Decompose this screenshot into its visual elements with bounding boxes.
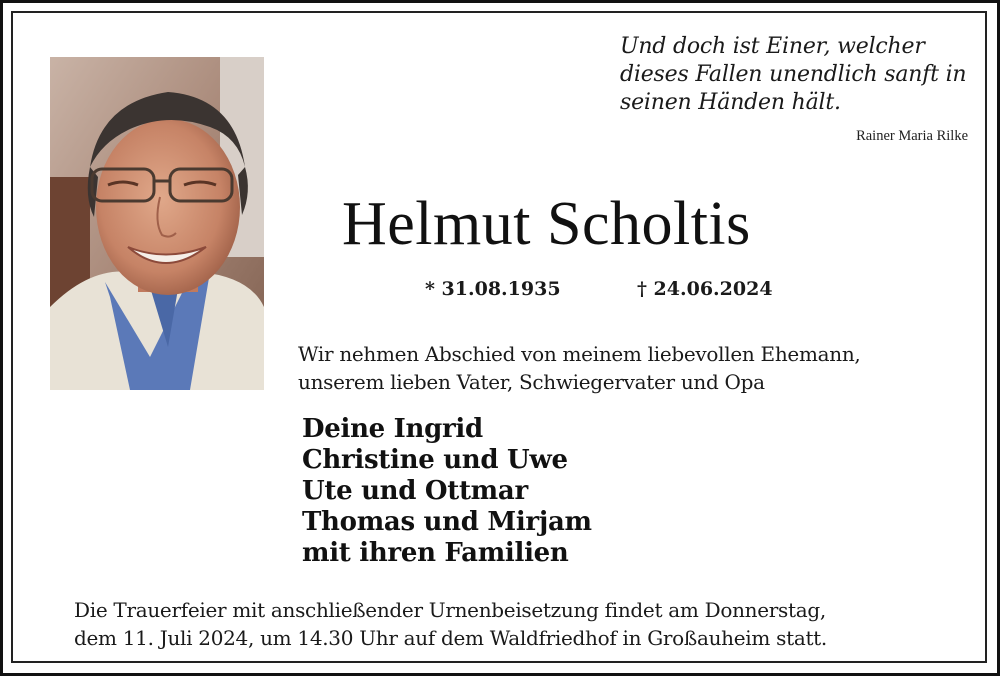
mourners-list xyxy=(302,414,592,569)
farewell-line: unserem lieben Vater, Schwiegervater und Opa xyxy=(298,370,765,394)
mourner-entry: Ute und Ottmar xyxy=(302,476,528,506)
deceased-name: Helmut Scholtis xyxy=(342,190,751,258)
mourner-entry: mit ihren Familien xyxy=(302,538,569,568)
mourner-entry: Deine Ingrid xyxy=(302,414,483,444)
farewell-text xyxy=(298,340,860,396)
service-line: dem 11. Juli 2024, um 14.30 Uhr auf dem Waldfriedhof in Großauheim statt. xyxy=(74,626,827,650)
quote-author: Rainer Maria Rilke xyxy=(856,128,968,144)
mourner-entry: Christine und Uwe xyxy=(302,445,568,475)
quote-line: dieses Fallen unendlich sanft in xyxy=(620,62,967,87)
birth-date: * 31.08.1935 xyxy=(425,278,561,300)
portrait-photo xyxy=(50,57,264,390)
quote-line: Und doch ist Einer, welcher xyxy=(620,34,925,59)
rilke-quote xyxy=(620,33,980,117)
death-date: † 24.06.2024 xyxy=(637,278,773,300)
service-line: Die Trauerfeier mit anschließender Urnenbeisetzung findet am Donnerstag, xyxy=(74,598,826,622)
farewell-line: Wir nehmen Abschied von meinem liebevollen Ehemann, xyxy=(298,342,861,366)
quote-line: seinen Händen hält. xyxy=(620,90,841,115)
mourner-entry: Thomas und Mirjam xyxy=(302,507,592,537)
service-announcement xyxy=(74,596,827,652)
